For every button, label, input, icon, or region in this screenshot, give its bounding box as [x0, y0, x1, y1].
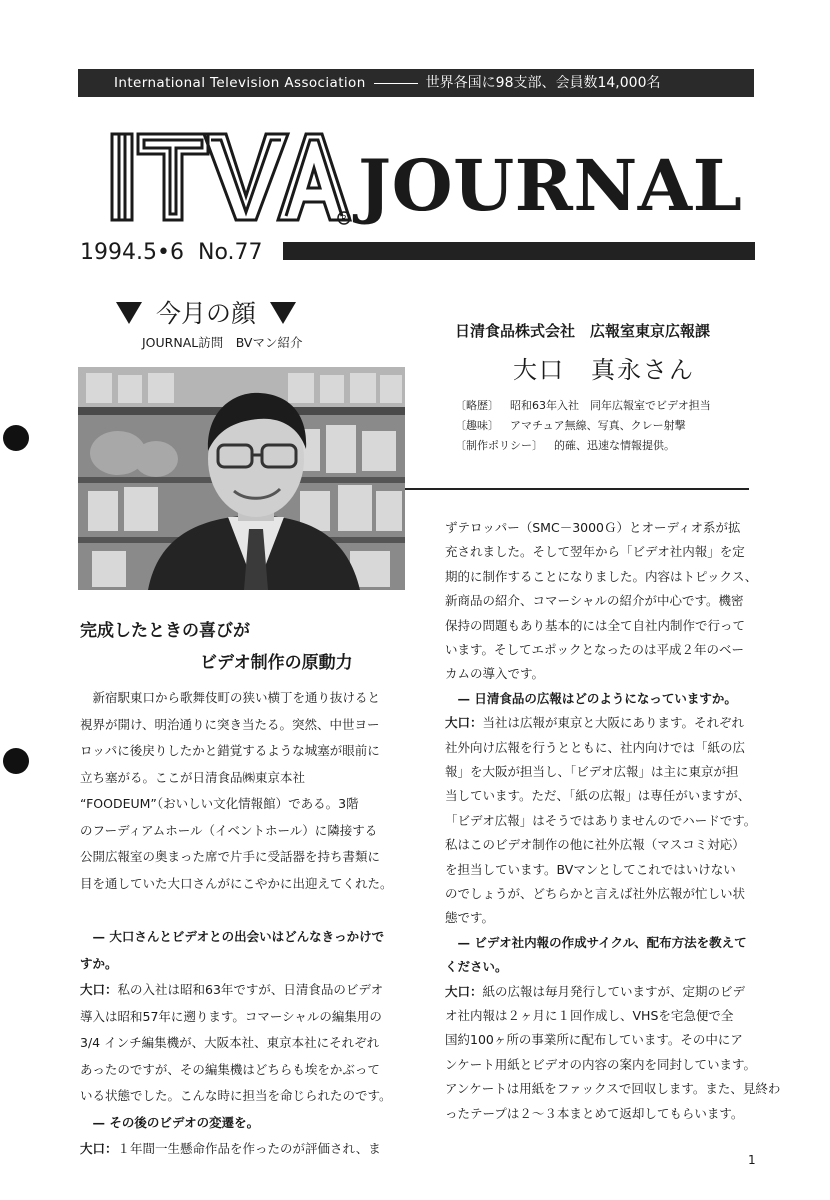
section-subtitle: JOURNAL訪問 BVマン紹介: [142, 335, 303, 350]
body-text-line: — その後のビデオの変遷を。: [80, 1114, 260, 1130]
body-text-line: — 日清食品の広報はどのようになっていますか。: [445, 690, 737, 706]
body-text-line: 目を通していた大口さんがにこやかに出迎えてくれた。: [80, 875, 393, 891]
hobby-label: 〔趣味〕: [455, 419, 499, 432]
body-text-line: ずテロッパー（SMC－3000Ｇ）とオーディオ系が拡: [445, 520, 741, 535]
company-name: 日清食品株式会社 広報室東京広報課: [455, 322, 711, 340]
body-text-line: 視界が開け、明治通りに突き当たる。突然、中世ヨー: [80, 716, 380, 732]
page-number: 1: [748, 1153, 756, 1167]
person-name: 大口 真永さん: [513, 356, 695, 384]
body-text-line: 態です。: [445, 910, 495, 926]
body-text-line: 大口：紙の広報は毎月発行していますが、定期のビデ: [445, 983, 746, 999]
policy-label: 〔制作ポリシー〕: [455, 439, 543, 452]
body-text-line: 当しています。ただ、「紙の広報」は専任がいますが、: [445, 788, 751, 804]
body-text-line: 国約100ヶ所の事業所に配布しています。その中にア: [445, 1032, 743, 1048]
org-banner: [78, 69, 754, 97]
hobby-text: アマチュア無線、写真、クレー射撃: [510, 419, 686, 432]
body-text-line: 新商品の紹介、コマーシャルの紹介が中心です。機密: [445, 593, 744, 609]
body-text-line: すか。: [80, 955, 118, 971]
profile-hobby: [455, 416, 686, 436]
profile-career: [455, 396, 711, 416]
body-text-line: います。そしてエポックとなったのは平成２年のベー: [445, 642, 745, 657]
body-text-line: 社外向け広報を行うとともに、社内向けでは「紙の広: [445, 739, 746, 755]
banner-dash: [374, 83, 418, 84]
body-text-line: のフーディアムホール（イベントホール）に隣接する: [80, 822, 378, 838]
issue-date: 1994.5•6: [80, 240, 184, 265]
body-text-line: — ビデオ社内報の作成サイクル、配布方法を教えて: [445, 934, 747, 950]
body-text-line: 大口：私の入社は昭和63年ですが、日清食品のビデオ: [80, 982, 384, 998]
body-text-line: — 大口さんとビデオとの出会いはどんなきっかけで: [80, 928, 385, 944]
career-label: 〔略歴〕: [455, 399, 499, 412]
body-text-line: 公開広報室の奥まった席で片手に受話器を持ち書類に: [80, 849, 381, 865]
body-text-line: アンケートは用紙をファックスで回収します。また、見終わ: [445, 1081, 781, 1097]
body-text-line: 大口：１年間一生懸命作品を作ったのが評価され、ま: [80, 1141, 381, 1157]
itva-logo: [108, 128, 352, 228]
body-text-line: “FOODEUM”（おいしい文化情報館）である。3階: [80, 796, 359, 812]
headline-line-2: ビデオ制作の原動力: [200, 653, 353, 673]
section-title-label: 今月の顔: [156, 299, 257, 328]
body-text-line: 「ビデオ広報」はそうではありませんのでハードです。: [445, 812, 757, 828]
body-text-line: 立ち塞がる。ここが日清食品㈱東京本社: [80, 769, 306, 785]
svg-text:R: R: [341, 214, 347, 223]
body-text-line: 私はこのビデオ制作の他に社外広報（マスコミ対応）: [445, 837, 745, 853]
punch-hole: [3, 748, 29, 774]
body-text-line: カムの導入です。: [445, 666, 545, 682]
body-text-line: 期的に制作することになりました。内容はトピックス、: [445, 568, 758, 584]
body-text-line: ンケート用紙とビデオの内容の案内を同封しています。: [445, 1056, 757, 1072]
body-text-line: 大口：当社は広報が東京と大阪にあります。それぞれ: [445, 715, 745, 731]
triangle-down-icon: [116, 302, 142, 324]
org-name-en: International Television Association: [114, 75, 366, 91]
issue-number: No.77: [198, 240, 263, 265]
body-text-line: あったのですが、その編集機はどちらも埃をかぶって: [80, 1061, 380, 1077]
body-text-line: ください。: [445, 959, 508, 975]
section-title: [116, 297, 348, 331]
body-text-line: 報」を大阪が担当し、「ビデオ広報」は主に東京が担: [445, 764, 739, 779]
body-text-line: 保持の問題もあり基本的には全て自社内制作で行って: [445, 617, 746, 633]
punch-hole: [3, 425, 29, 451]
body-text-line: 充されました。そして翌年から「ビデオ社内報」を定: [445, 544, 745, 560]
body-text-line: 新宿駅東口から歌舞伎町の狭い横丁を通り抜けると: [80, 690, 381, 705]
body-text-line: を担当しています。BVマンとしてこれではいけない: [445, 861, 736, 877]
body-text-line: ロッパに後戻りしたかと錯覚するような城塞が眼前に: [80, 743, 380, 759]
org-stats: 世界各国に98支部、会員数14,000名: [425, 75, 661, 91]
body-text-line: 3/4 インチ編集機が、大阪本社、東京本社にそれぞれ: [80, 1035, 380, 1051]
body-text-line: ったテープは２～３本まとめて返却してもらいます。: [445, 1105, 744, 1121]
profile-rule: [405, 488, 749, 490]
career-text: 昭和63年入社 同年広報室でビデオ担当: [510, 399, 711, 412]
headline-line-1: 完成したときの喜びが: [80, 621, 250, 641]
profile-policy: [455, 436, 675, 456]
journal-wordmark: JOURNAL: [358, 144, 743, 227]
body-text-line: 導入は昭和57年に遡ります。コマーシャルの編集用の: [80, 1008, 382, 1024]
body-text-line: オ社内報は２ヶ月に１回作成し、VHSを宅急便で全: [445, 1008, 734, 1023]
portrait-photo: [78, 367, 405, 590]
policy-text: 的確、迅速な情報提供。: [554, 439, 675, 452]
issue-rule-bar: [283, 242, 755, 260]
triangle-down-icon: [270, 302, 296, 324]
body-text-line: のでしょうが、どちらかと言えば社外広報が忙しい状: [445, 886, 746, 901]
body-text-line: いる状態でした。こんな時に担当を命じられたのです。: [80, 1088, 392, 1104]
